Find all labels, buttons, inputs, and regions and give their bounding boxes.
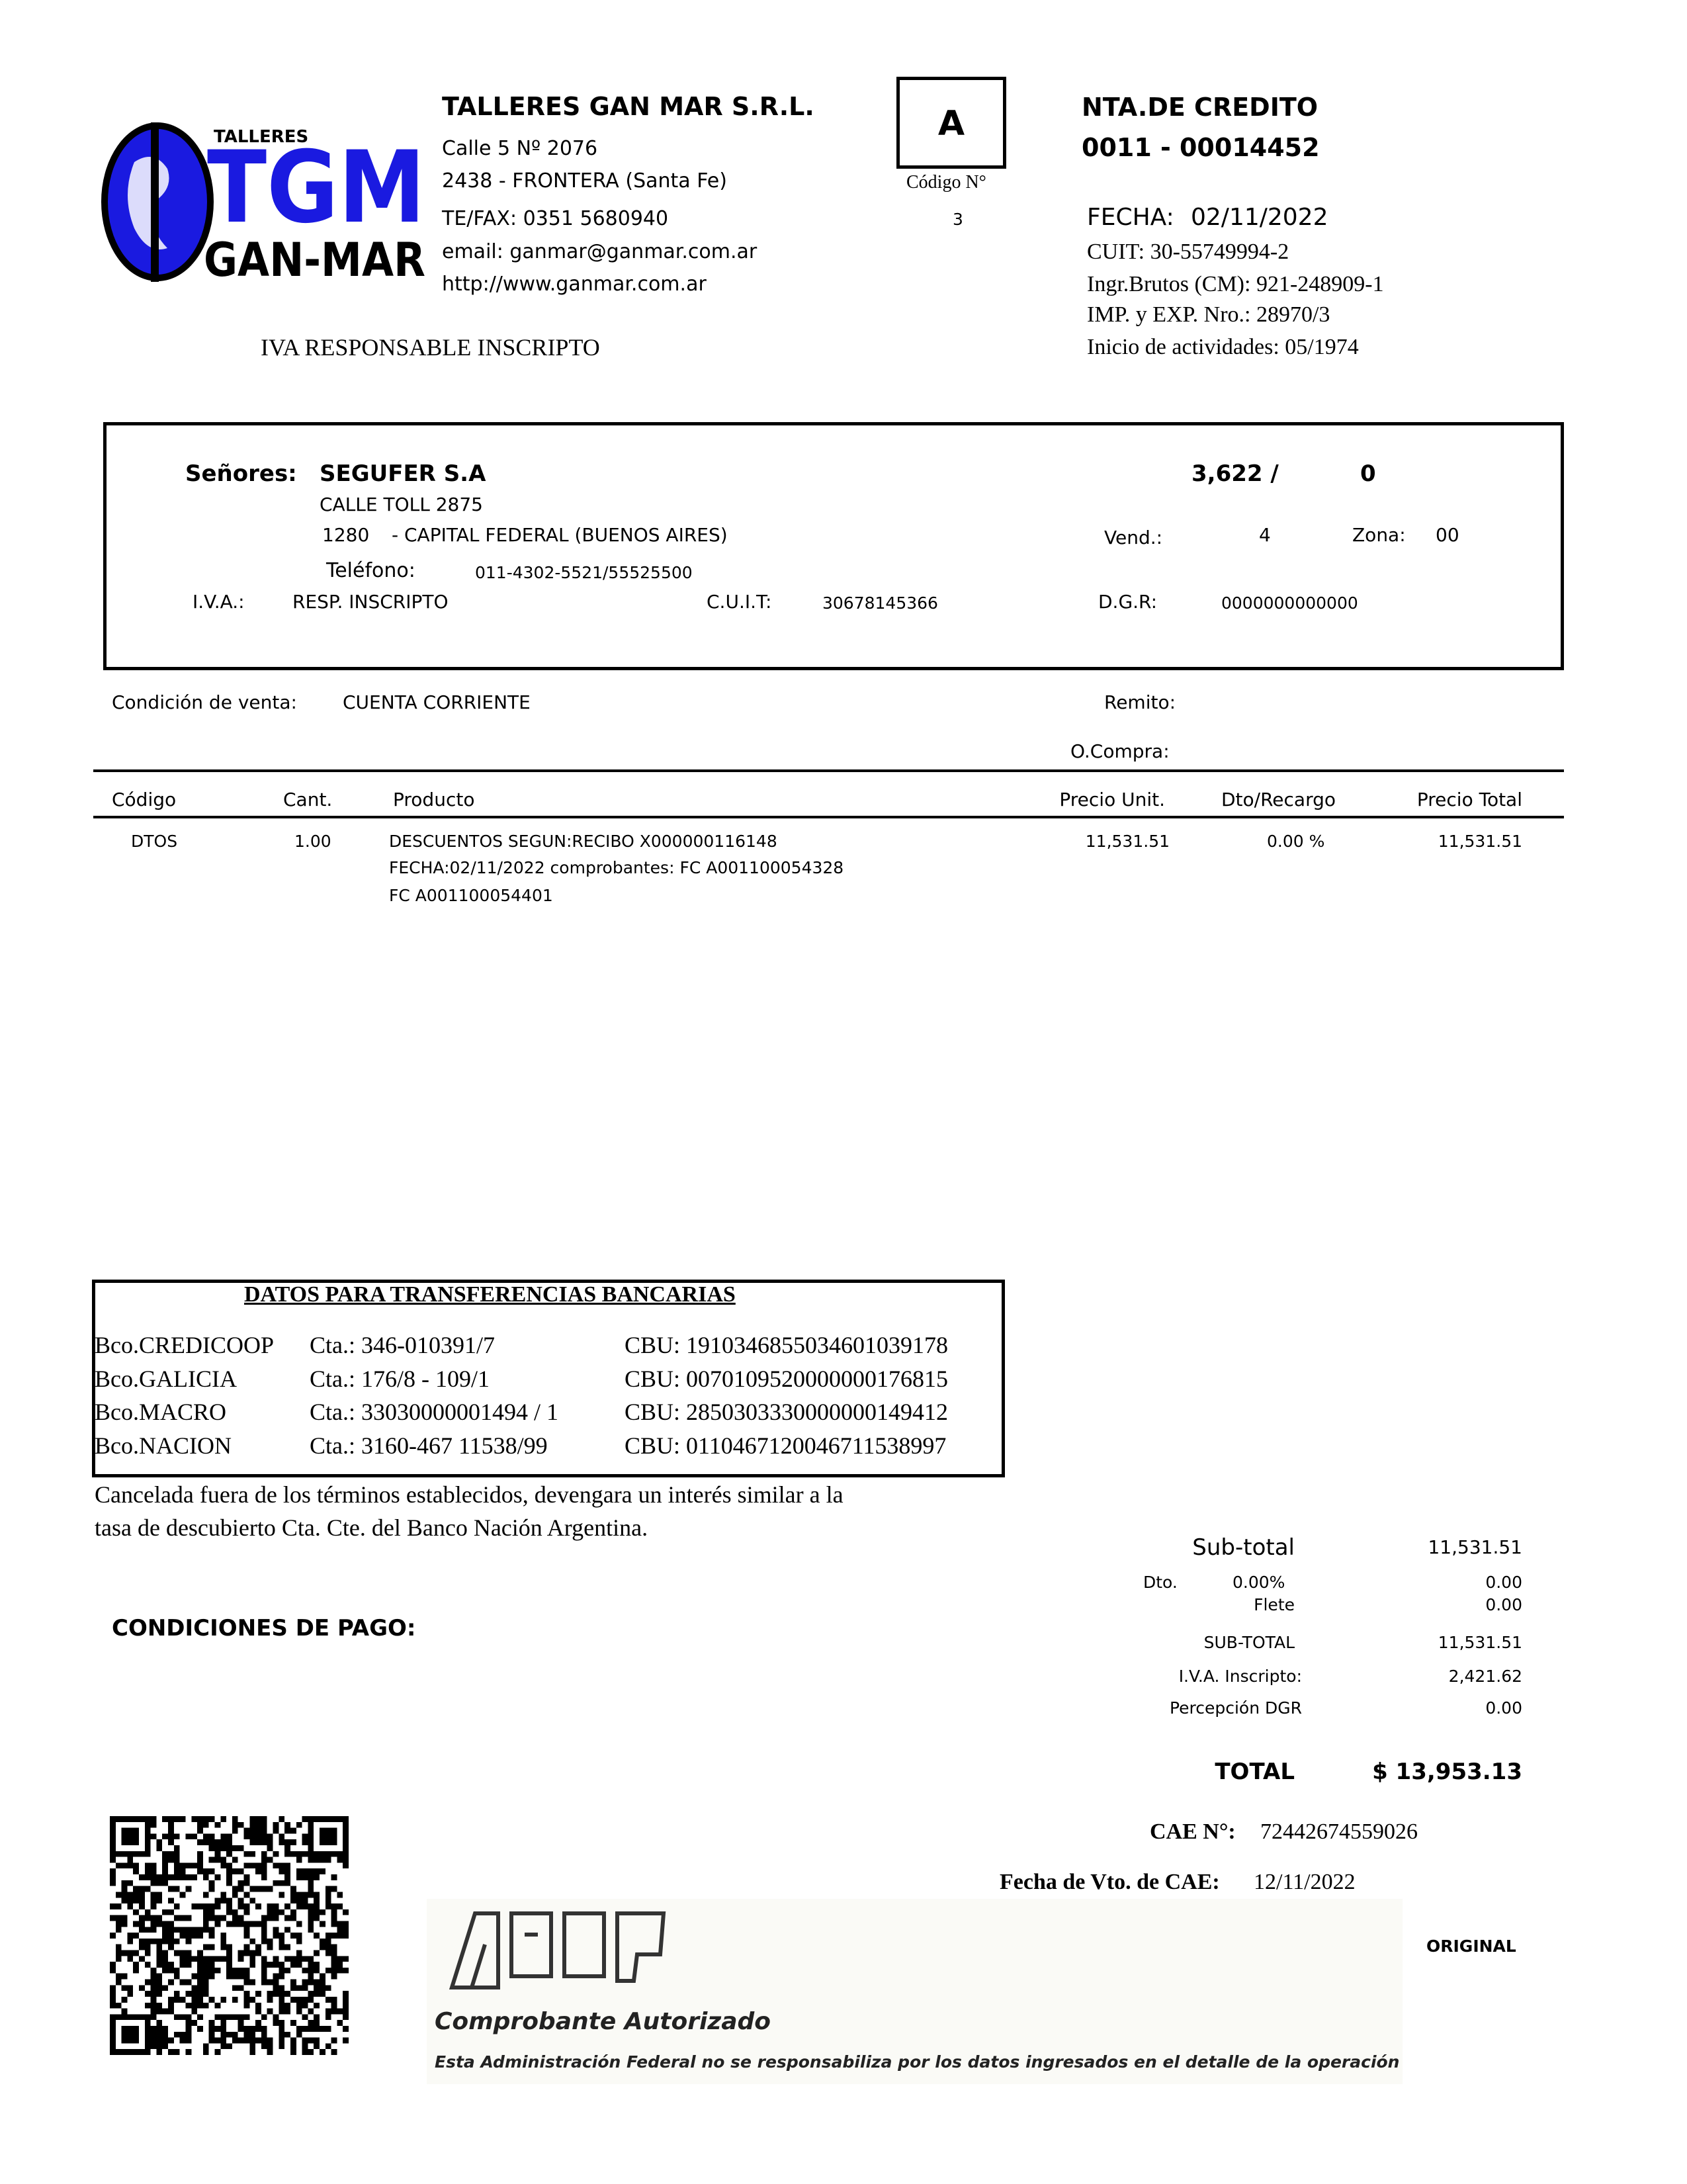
afip-panel [427,1899,1403,2084]
telefono-value: 011-4302-5521/55525500 [475,563,693,582]
row-cant: 1.00 [294,832,331,851]
svg-text:GAN-MAR: GAN-MAR [204,233,425,282]
bank-name: Bco.MACRO [95,1399,227,1425]
fecha-value: 02/11/2022 [1191,204,1328,231]
telefono-label: Teléfono: [326,559,415,582]
company-city: 2438 - FRONTERA (Santa Fe) [442,169,727,193]
bank-account: Cta.: 176/8 - 109/1 [310,1366,490,1392]
subtotal2-label: SUB-TOTAL [1203,1633,1295,1652]
ocompra-label: O.Compra: [1070,740,1170,762]
client-city: - CAPITAL FEDERAL (BUENOS AIRES) [392,524,728,546]
vend-label: Vend.: [1104,527,1163,548]
company-website: http://www.ganmar.com.ar [442,273,707,296]
company-address: Calle 5 Nº 2076 [442,137,598,160]
table-header-rule [93,816,1564,818]
cae-number: 72442674559026 [1260,1819,1418,1844]
row-dto: 0.00 % [1267,832,1325,851]
zona-value: 00 [1436,524,1459,546]
afip-disclaimer: Esta Administración Federal no se responsabiliza por los datos ingresados en el detalle de la operación [435,2052,1400,2072]
condicion-value: CUENTA CORRIENTE [343,691,531,713]
fecha-label: FECHA: [1087,204,1174,231]
dto-value: 0.00 [1485,1573,1522,1592]
cae-vto-label: Fecha de Vto. de CAE: [1000,1870,1220,1894]
header-producto: Producto [393,789,475,810]
dgr-value: 0000000000000 [1221,593,1358,613]
qr-code[interactable] [110,1815,349,2056]
bank-account: Cta.: 3160-467 11538/99 [310,1432,548,1459]
iva-inscripto-label: I.V.A. Inscripto: [1178,1667,1302,1686]
header-precio-total: Precio Total [1416,789,1522,810]
senores-label: Señores: [185,460,297,487]
ingr-brutos: Ingr.Brutos (CM): 921-248909-1 [1087,272,1384,296]
qr-modules [110,1816,349,2055]
afip-logo [445,1908,710,1991]
iva-condition: IVA RESPONSABLE INSCRIPTO [261,334,600,361]
header-codigo: Código [112,789,177,810]
svg-text:TALLERES: TALLERES [214,127,309,147]
row-producto-line2: FECHA:02/11/2022 comprobantes: FC A001100054328 [389,858,844,877]
bank-name: Bco.GALICIA [95,1366,237,1392]
row-producto-line3: FC A001100054401 [389,886,553,905]
cae-label: CAE N°: [1150,1819,1236,1844]
header-dto: Dto/Recargo [1221,789,1336,810]
dto-label: Dto. [1143,1573,1178,1592]
dto-percent: 0.00% [1233,1573,1285,1592]
client-street: CALLE TOLL 2875 [320,494,483,515]
bank-name: Bco.NACION [95,1432,232,1459]
company-cuit: CUIT: 30-55749994-2 [1087,240,1289,264]
bank-cbu: CBU: 0110467120046711538997 [625,1432,947,1459]
doc-type-letter: A [937,104,965,144]
client-name: SEGUFER S.A [320,460,486,487]
cae-vto-value: 12/11/2022 [1254,1870,1356,1894]
total-label: TOTAL [1215,1759,1295,1785]
bank-account: Cta.: 346-010391/7 [310,1332,495,1358]
bank-cbu: CBU: 1910346855034601039178 [625,1332,949,1358]
client-account: 3,622 / [1191,460,1279,487]
row-precio-total: 11,531.51 [1438,832,1522,851]
zona-label: Zona: [1352,524,1406,546]
document-number: 0011 - 00014452 [1082,133,1320,162]
percepcion-label: Percepción DGR [1169,1698,1302,1718]
vend-value: 4 [1259,524,1271,546]
bank-cbu: CBU: 2850303330000000149412 [625,1399,949,1425]
code-label: Código N° [906,172,986,193]
client-box [103,422,1564,670]
interest-note-line1: Cancelada fuera de los términos establecidos, devengara un interés similar a la [95,1481,844,1508]
table-top-rule [93,769,1564,772]
copy-label: ORIGINAL [1426,1937,1516,1956]
subtotal2-value: 11,531.51 [1438,1633,1522,1652]
iva-label: I.V.A.: [193,591,245,613]
inicio-actividades: Inicio de actividades: 05/1974 [1087,335,1359,359]
row-precio-unit: 11,531.51 [1085,832,1170,851]
payment-conditions-label: CONDICIONES DE PAGO: [112,1615,416,1641]
document-title: NTA.DE CREDITO [1082,93,1319,122]
client-zip: 1280 [322,524,370,546]
doc-type-box [896,77,1006,169]
interest-note-line2: tasa de descubierto Cta. Cte. del Banco Nación Argentina. [95,1514,648,1541]
afip-authorized: Comprobante Autorizado [435,2008,771,2035]
subtotal-value: 11,531.51 [1428,1536,1522,1558]
company-email: email: ganmar@ganmar.com.ar [442,240,757,263]
row-codigo: DTOS [131,832,178,851]
condicion-label: Condición de venta: [112,691,297,713]
header-cant: Cant. [283,789,333,810]
iva-value: RESP. INSCRIPTO [292,591,449,613]
flete-value: 0.00 [1485,1595,1522,1614]
dgr-label: D.G.R: [1098,591,1158,613]
row-producto-line1: DESCUENTOS SEGUN:RECIBO X000000116148 [389,832,777,851]
company-name: TALLERES GAN MAR S.R.L. [442,92,814,121]
bank-title: DATOS PARA TRANSFERENCIAS BANCARIAS [244,1282,736,1307]
subtotal-label: Sub-total [1192,1534,1295,1561]
code-number: 3 [953,210,963,229]
cuit-label: C.U.I.T: [707,591,772,613]
company-logo [95,122,427,282]
company-phone: TE/FAX: 0351 5680940 [442,207,669,230]
total-value: $ 13,953.13 [1372,1759,1522,1785]
bank-name: Bco.CREDICOOP [95,1332,275,1358]
svg-text:TGM: TGM [207,130,425,245]
bank-account: Cta.: 33030000001494 / 1 [310,1399,558,1425]
percepcion-value: 0.00 [1485,1698,1522,1718]
header-precio-unit: Precio Unit. [1059,789,1165,810]
flete-label: Flete [1254,1595,1295,1614]
cuit-value: 30678145366 [822,593,938,613]
imp-exp: IMP. y EXP. Nro.: 28970/3 [1087,302,1330,327]
bank-cbu: CBU: 0070109520000000176815 [625,1366,949,1392]
client-account-sub: 0 [1360,460,1376,487]
remito-label: Remito: [1104,691,1176,713]
iva-inscripto-value: 2,421.62 [1448,1667,1522,1686]
